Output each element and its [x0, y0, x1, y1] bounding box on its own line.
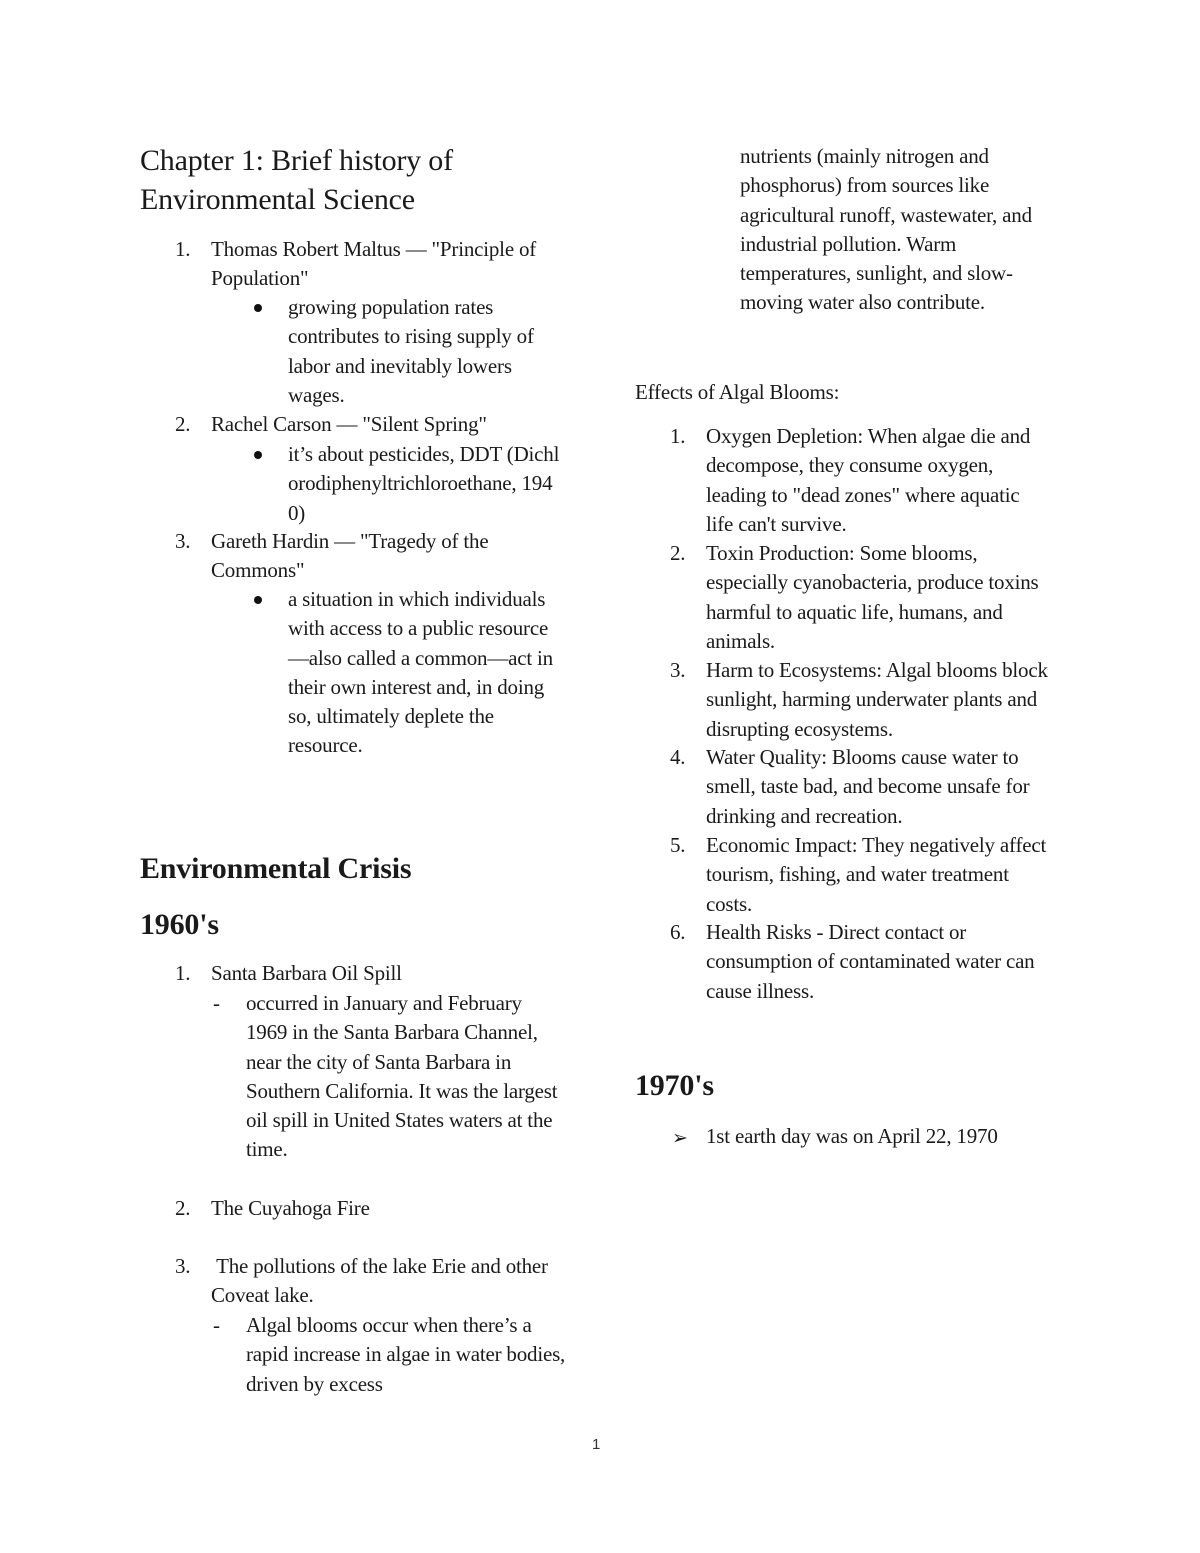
list-item-text: Gareth Hardin — "Tragedy of the Commons": [211, 529, 489, 583]
list-number: 1.: [175, 961, 191, 985]
section-heading: Environmental Crisis: [140, 852, 412, 885]
list-item-text: Economic Impact: They negatively affect tourism, fishing, and water treatment costs.: [706, 833, 1047, 916]
page-number: 1: [592, 1436, 601, 1453]
list-item-text: Harm to Ecosystems: Algal blooms block sunlight, harming underwater plants and disrupting ecosystems.: [706, 658, 1048, 741]
list-item-text: Health Risks - Direct contact or consumption of contaminated water can cause illness.: [706, 920, 1035, 1003]
list-item-text: Santa Barbara Oil Spill: [211, 961, 402, 985]
sub-bullet-text: growing population rates contributes to rising supply of labor and inevitably lowers wages.: [288, 295, 534, 407]
list-item-text: The Cuyahoga Fire: [211, 1196, 370, 1220]
list-number: 5.: [670, 833, 686, 857]
list-number: 2.: [175, 1196, 191, 1220]
list-item-text: Thomas Robert Maltus — "Principle of Population": [211, 237, 537, 291]
sub-bullet-text: a situation in which individuals with access to a public resource—also called a common—act in their own interest and, in doing so, ultimately deplete the resource.: [288, 587, 553, 758]
sub-bullet-text: it’s about pesticides, DDT (Dichlorodiphenyltrichloroethane, 1940): [288, 442, 560, 525]
arrow-item-text: 1st earth day was on April 22, 1970: [706, 1124, 998, 1148]
continuation-text: nutrients (mainly nitrogen and phosphorus) from sources like agricultural runoff, wastewater, and industrial pollution. Warm temperatures, sunlight, and slow-moving water also contribute.: [740, 144, 1032, 315]
bullet-dot-icon: [254, 596, 262, 604]
list-number: 3.: [670, 658, 686, 682]
bullet-dot-icon: [254, 304, 262, 312]
decade-heading: 1970's: [635, 1069, 714, 1102]
list-number: 4.: [670, 745, 686, 769]
list-number: 6.: [670, 920, 686, 944]
dash-marker: -: [213, 1313, 220, 1337]
decade-heading: 1960's: [140, 908, 219, 941]
list-number: 2.: [670, 541, 686, 565]
bullet-dot-icon: [254, 451, 262, 459]
list-item-text: Water Quality: Blooms cause water to smell, taste bad, and become unsafe for drinking and recreation.: [706, 745, 1030, 828]
sub-dash-text: Algal blooms occur when there’s a rapid increase in algae in water bodies, driven by excess: [246, 1313, 566, 1396]
list-item-text: The pollutions of the lake Erie and other Coveat lake.: [211, 1254, 553, 1308]
list-number: 2.: [175, 412, 191, 436]
dash-marker: -: [213, 991, 220, 1015]
list-number: 1.: [670, 424, 686, 448]
effects-label: Effects of Algal Blooms:: [635, 380, 840, 404]
list-number: 1.: [175, 237, 191, 261]
list-item-text: Oxygen Depletion: When algae die and decompose, they consume oxygen, leading to "dead zones" where aquatic life can't survive.: [706, 424, 1031, 536]
sub-dash-text: occurred in January and February 1969 in the Santa Barbara Channel, near the city of Santa Barbara in Southern California. It was the largest oil spill in United States waters at the time.: [246, 991, 558, 1162]
list-item-text: Rachel Carson — "Silent Spring": [211, 412, 487, 436]
list-item-text: Toxin Production: Some blooms, especially cyanobacteria, produce toxins harmful to aquatic life, humans, and animals.: [706, 541, 1039, 653]
arrow-bullet-icon: ➢: [672, 1127, 688, 1149]
list-number: 3.: [175, 529, 191, 553]
chapter-title: Chapter 1: Brief history of Environmental Science: [140, 144, 453, 216]
list-number: 3.: [175, 1254, 191, 1278]
